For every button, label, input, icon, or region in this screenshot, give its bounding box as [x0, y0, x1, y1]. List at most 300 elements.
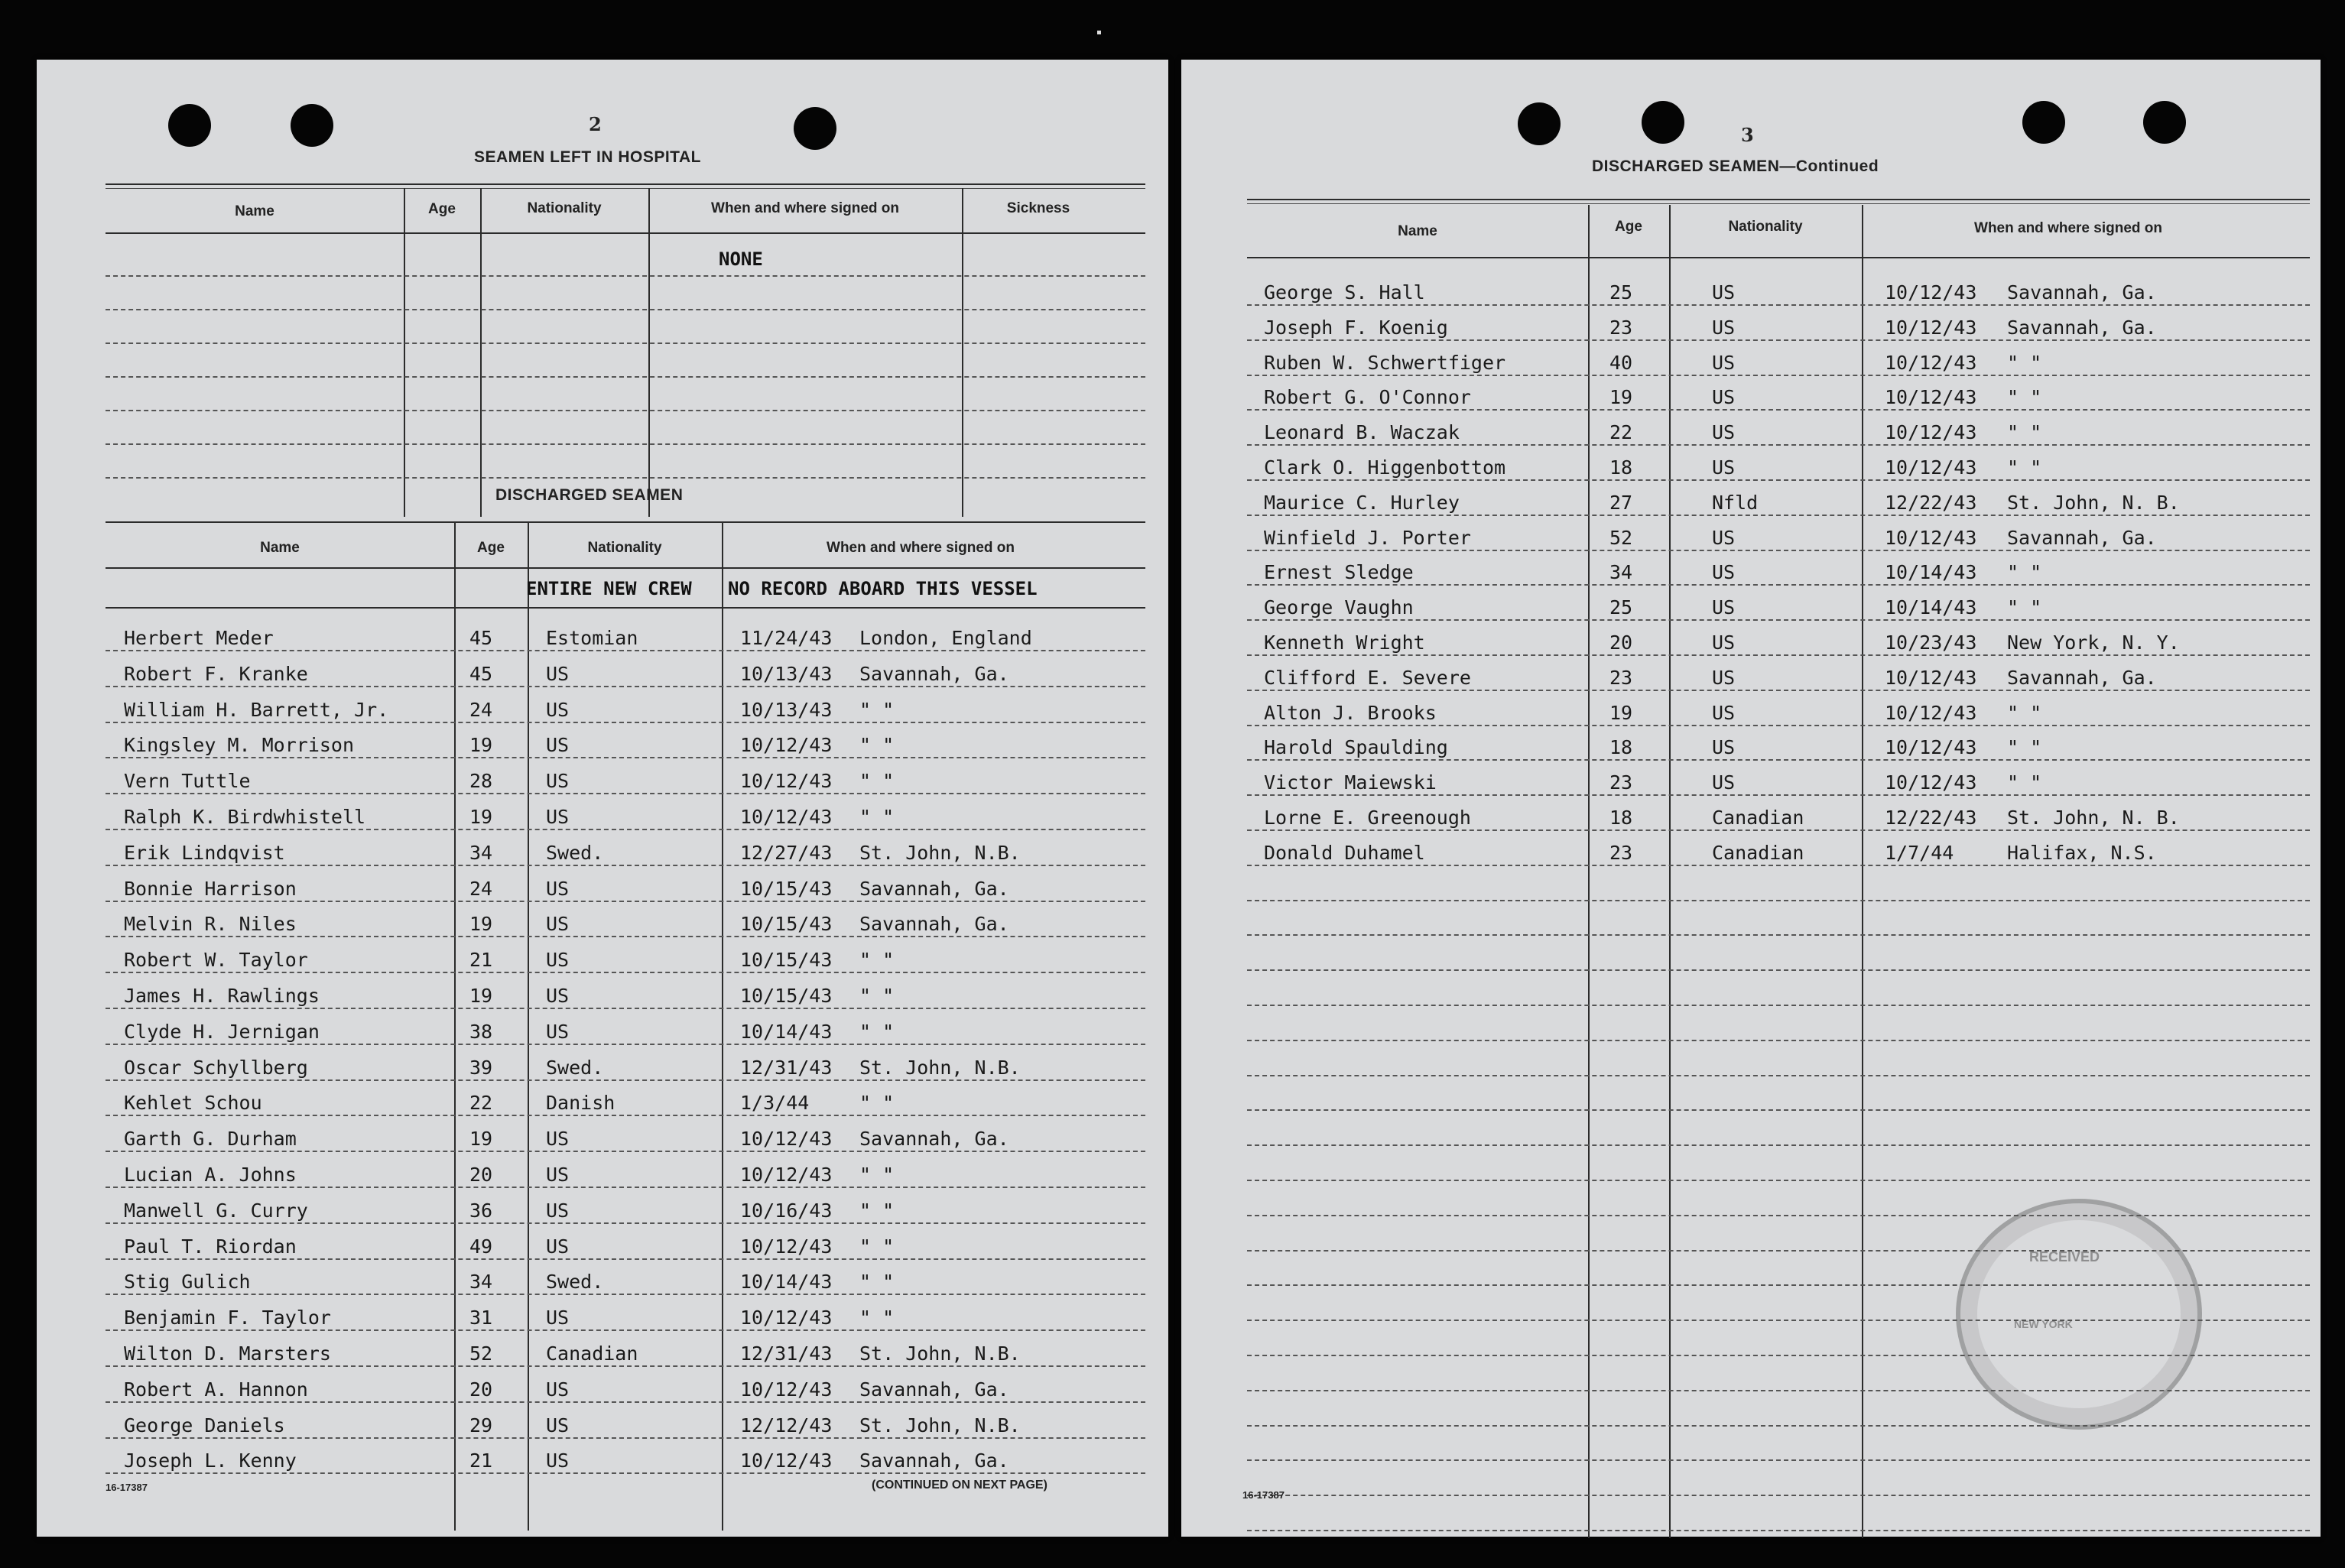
cell-nationality: Canadian: [546, 1342, 638, 1365]
cell-place: St. John, N. B.: [2007, 491, 2180, 514]
cell-place: " ": [859, 1307, 895, 1329]
cell-nationality: US: [1712, 421, 1736, 444]
cell-date: 11/24/43: [740, 627, 833, 649]
cell-age: 23: [1609, 666, 1633, 689]
table-row-rule: [1247, 690, 2310, 691]
punch-hole: [794, 107, 836, 150]
table-row-rule: [1247, 1180, 2310, 1181]
cell-age: 29: [469, 1414, 493, 1437]
column-header-signed-on: When and where signed on: [1974, 220, 2162, 236]
cell-date: 12/31/43: [740, 1056, 833, 1079]
rule: [106, 183, 1145, 185]
cell-name: Robert A. Hannon: [124, 1378, 308, 1401]
cell-date: 10/12/43: [1885, 456, 1977, 479]
cell-name: Manwell G. Curry: [124, 1199, 308, 1222]
column-rule: [528, 523, 529, 1531]
table-row-rule: [1247, 1425, 2310, 1427]
received-stamp: [1956, 1199, 2202, 1430]
column-header-nationality: Nationality: [587, 540, 662, 556]
no-record-note: NO RECORD ABOARD THIS VESSEL: [728, 578, 1038, 599]
cell-age: 49: [469, 1235, 493, 1258]
cell-date: 10/12/43: [740, 1164, 833, 1186]
table-row-rule: [1247, 1109, 2310, 1111]
table-row-rule: [106, 1151, 1145, 1152]
cell-date: 10/14/43: [740, 1020, 833, 1043]
cell-date: 10/12/43: [740, 734, 833, 757]
cell-date: 10/14/43: [1885, 596, 1977, 619]
cell-name: Stig Gulich: [124, 1271, 251, 1294]
cell-nationality: US: [546, 1164, 570, 1186]
cell-age: 23: [1609, 771, 1633, 794]
rule: [106, 607, 1145, 609]
cell-place: " ": [859, 806, 895, 828]
cell-date: 10/13/43: [740, 698, 833, 721]
cell-nationality: US: [546, 770, 570, 793]
table-row-rule: [1247, 1144, 2310, 1146]
cell-name: Robert F. Kranke: [124, 662, 308, 685]
table-row-rule: [1247, 1495, 2310, 1496]
punch-hole: [1642, 101, 1684, 144]
cell-age: 25: [1609, 596, 1633, 619]
cell-age: 19: [469, 1128, 493, 1151]
cell-name: Leonard B. Waczak: [1264, 421, 1460, 444]
cell-name: Robert W. Taylor: [124, 949, 308, 972]
cell-nationality: US: [546, 913, 570, 936]
cell-age: 34: [469, 1271, 493, 1294]
dotted-rule: [106, 376, 1145, 378]
cell-place: Halifax, N.S.: [2007, 841, 2157, 864]
table-row-rule: [106, 793, 1145, 794]
table-row-rule: [106, 757, 1145, 758]
cell-age: 19: [469, 913, 493, 936]
cell-place: " ": [859, 949, 895, 972]
cell-name: Maurice C. Hurley: [1264, 491, 1460, 514]
table-row-rule: [1247, 339, 2310, 341]
cell-place: Savannah, Ga.: [2007, 526, 2157, 549]
cell-nationality: US: [546, 1414, 570, 1437]
cell-place: " ": [859, 1164, 895, 1186]
cell-age: 36: [469, 1199, 493, 1222]
cell-name: Kenneth Wright: [1264, 631, 1425, 654]
cell-place: " ": [859, 1020, 895, 1043]
table-row-rule: [106, 1258, 1145, 1260]
cell-date: 1/7/44: [1885, 841, 1954, 864]
table-row-rule: [106, 1294, 1145, 1295]
cell-nationality: US: [1712, 561, 1736, 584]
cell-name: Paul T. Riordan: [124, 1235, 297, 1258]
table-row-rule: [106, 686, 1145, 687]
cell-date: 10/14/43: [740, 1271, 833, 1294]
table-row-rule: [1247, 1215, 2310, 1216]
cell-name: Joseph L. Kenny: [124, 1450, 297, 1472]
cell-name: Winfield J. Porter: [1264, 526, 1471, 549]
rule: [106, 567, 1145, 569]
column-rule: [962, 188, 963, 517]
cell-place: " ": [859, 1271, 895, 1294]
cell-date: 10/12/43: [1885, 386, 1977, 409]
table-row-rule: [1247, 409, 2310, 411]
cell-name: George Daniels: [124, 1414, 285, 1437]
table-row-rule: [1247, 515, 2310, 516]
column-header-name: Name: [1398, 223, 1437, 239]
table-row-rule: [106, 972, 1145, 973]
cell-nationality: Canadian: [1712, 807, 1804, 829]
cell-date: 10/12/43: [1885, 666, 1977, 689]
cell-place: " ": [859, 1199, 895, 1222]
cell-nationality: Swed.: [546, 841, 604, 864]
dotted-rule: [106, 477, 1145, 479]
cell-age: 38: [469, 1020, 493, 1043]
cell-date: 10/12/43: [1885, 701, 1977, 724]
cell-age: 18: [1609, 736, 1633, 759]
cell-age: 23: [1609, 841, 1633, 864]
cell-date: 10/15/43: [740, 949, 833, 972]
cell-age: 19: [469, 734, 493, 757]
cell-date: 12/31/43: [740, 1342, 833, 1365]
table-row-rule: [106, 865, 1145, 866]
cell-place: " ": [2007, 351, 2042, 374]
cell-nationality: US: [1712, 351, 1736, 374]
cell-name: Victor Maiewski: [1264, 771, 1437, 794]
dotted-rule: [106, 410, 1145, 411]
cell-name: Wilton D. Marsters: [124, 1342, 331, 1365]
table-row-rule: [1247, 1459, 2310, 1461]
cell-age: 24: [469, 877, 493, 900]
cell-place: New York, N. Y.: [2007, 631, 2180, 654]
cell-age: 20: [1609, 631, 1633, 654]
cell-place: St. John, N.B.: [859, 1342, 1021, 1365]
cell-name: Kehlet Schou: [124, 1092, 262, 1115]
cell-nationality: Estomian: [546, 627, 638, 649]
cell-name: Herbert Meder: [124, 627, 274, 649]
table-row-rule: [106, 722, 1145, 723]
cell-place: Savannah, Ga.: [859, 1128, 1009, 1151]
table-row-rule: [1247, 829, 2310, 831]
cell-name: Lorne E. Greenough: [1264, 807, 1471, 829]
cell-name: Robert G. O'Connor: [1264, 386, 1471, 409]
column-rule: [454, 523, 456, 1531]
punch-hole: [291, 104, 333, 147]
cell-name: Joseph F. Koenig: [1264, 316, 1448, 339]
rule: [106, 188, 1145, 189]
cell-nationality: US: [1712, 596, 1736, 619]
cell-nationality: US: [546, 662, 570, 685]
cell-age: 22: [1609, 421, 1633, 444]
cell-nationality: US: [1712, 386, 1736, 409]
cell-place: " ": [859, 1092, 895, 1115]
punch-hole: [2143, 101, 2186, 144]
cell-nationality: US: [1712, 316, 1736, 339]
cell-place: " ": [859, 1235, 895, 1258]
cell-age: 34: [1609, 561, 1633, 584]
cell-date: 10/16/43: [740, 1199, 833, 1222]
hospital-title: SEAMEN LEFT IN HOSPITAL: [474, 148, 701, 166]
cell-nationality: US: [1712, 631, 1736, 654]
cell-date: 10/12/43: [740, 1307, 833, 1329]
cell-nationality: US: [1712, 666, 1736, 689]
column-rule: [480, 188, 482, 517]
cell-date: 10/13/43: [740, 662, 833, 685]
cell-place: Savannah, Ga.: [859, 662, 1009, 685]
cell-nationality: US: [546, 1128, 570, 1151]
column-header-name: Name: [260, 540, 300, 556]
cell-place: Savannah, Ga.: [2007, 281, 2157, 304]
cell-nationality: US: [546, 1307, 570, 1329]
cell-age: 22: [469, 1092, 493, 1115]
rule: [1247, 257, 2310, 258]
left-page: [37, 60, 1168, 1537]
column-header-nationality: Nationality: [1728, 219, 1803, 235]
table-row-rule: [106, 936, 1145, 937]
cell-name: Erik Lindqvist: [124, 841, 285, 864]
column-rule: [404, 188, 405, 517]
table-row-rule: [1247, 375, 2310, 376]
column-header-signed-on: When and where signed on: [711, 200, 899, 216]
table-row-rule: [1247, 550, 2310, 551]
cell-date: 10/23/43: [1885, 631, 1977, 654]
cell-age: 21: [469, 1450, 493, 1472]
cell-nationality: US: [546, 877, 570, 900]
cell-nationality: US: [1712, 771, 1736, 794]
cell-age: 19: [469, 806, 493, 828]
cell-date: 12/22/43: [1885, 807, 1977, 829]
stamp-lettering: RECEIVED: [2029, 1249, 2100, 1264]
cell-name: Melvin R. Niles: [124, 913, 297, 936]
cell-nationality: US: [1712, 701, 1736, 724]
cell-date: 10/12/43: [740, 1235, 833, 1258]
cell-place: " ": [2007, 596, 2042, 619]
dotted-rule: [106, 443, 1145, 445]
cell-date: 12/12/43: [740, 1414, 833, 1437]
table-row-rule: [106, 1437, 1145, 1439]
table-row-rule: [106, 1472, 1145, 1474]
cell-age: 20: [469, 1378, 493, 1401]
cell-age: 34: [469, 841, 493, 864]
cell-name: Kingsley M. Morrison: [124, 734, 355, 757]
cell-nationality: Danish: [546, 1092, 615, 1115]
column-rule: [1588, 205, 1590, 1538]
cell-age: 52: [469, 1342, 493, 1365]
cell-date: 12/22/43: [1885, 491, 1977, 514]
cell-name: Clyde H. Jernigan: [124, 1020, 320, 1043]
cell-place: Savannah, Ga.: [2007, 666, 2157, 689]
cell-age: 21: [469, 949, 493, 972]
cell-name: Donald Duhamel: [1264, 841, 1425, 864]
table-row-rule: [106, 1365, 1145, 1367]
cell-nationality: Canadian: [1712, 841, 1804, 864]
table-row-rule: [106, 829, 1145, 830]
table-row-rule: [106, 1079, 1145, 1081]
cell-nationality: US: [546, 806, 570, 828]
cell-name: Vern Tuttle: [124, 770, 251, 793]
cell-nationality: US: [546, 734, 570, 757]
cell-place: St. John, N. B.: [2007, 807, 2180, 829]
table-row-rule: [106, 901, 1145, 902]
continued-note: (CONTINUED ON NEXT PAGE): [872, 1479, 1047, 1492]
table-row-rule: [106, 1044, 1145, 1045]
punch-hole: [1518, 102, 1561, 145]
table-row-rule: [106, 1115, 1145, 1116]
cell-nationality: Swed.: [546, 1056, 604, 1079]
cell-age: 40: [1609, 351, 1633, 374]
table-row-rule: [1247, 1005, 2310, 1006]
rule: [1247, 199, 2310, 200]
cell-name: Ruben W. Schwertfiger: [1264, 351, 1506, 374]
cell-date: 10/12/43: [1885, 526, 1977, 549]
cell-place: Savannah, Ga.: [2007, 316, 2157, 339]
table-row-rule: [1247, 654, 2310, 656]
cell-name: Bonnie Harrison: [124, 877, 297, 900]
table-row-rule: [106, 1187, 1145, 1188]
table-row-rule: [1247, 865, 2310, 866]
page-number: 2: [589, 113, 602, 135]
cell-name: Garth G. Durham: [124, 1128, 297, 1151]
cell-age: 45: [469, 662, 493, 685]
table-row-rule: [1247, 794, 2310, 796]
cell-date: 10/15/43: [740, 985, 833, 1007]
cell-name: Alton J. Brooks: [1264, 701, 1437, 724]
cell-place: St. John, N.B.: [859, 1056, 1021, 1079]
table-row-rule: [106, 650, 1145, 651]
table-row-rule: [106, 1008, 1145, 1009]
dotted-rule: [106, 342, 1145, 344]
cell-name: Benjamin F. Taylor: [124, 1307, 331, 1329]
discharged-title: DISCHARGED SEAMEN: [495, 486, 684, 504]
cell-date: 10/12/43: [740, 806, 833, 828]
cell-age: 19: [1609, 701, 1633, 724]
cell-place: Savannah, Ga.: [859, 1450, 1009, 1472]
rule: [106, 232, 1145, 234]
cell-nationality: US: [1712, 456, 1736, 479]
cell-name: Oscar Schyllberg: [124, 1056, 308, 1079]
cell-date: 12/27/43: [740, 841, 833, 864]
column-header-age: Age: [477, 540, 505, 556]
cell-place: Savannah, Ga.: [859, 1378, 1009, 1401]
cell-date: 10/12/43: [1885, 771, 1977, 794]
cell-name: Clifford E. Severe: [1264, 666, 1471, 689]
cell-nationality: US: [1712, 736, 1736, 759]
cell-nationality: US: [546, 1199, 570, 1222]
table-row-rule: [1247, 969, 2310, 971]
column-rule: [648, 188, 650, 517]
dust-speck: [1097, 31, 1101, 34]
column-header-sickness: Sickness: [1006, 200, 1070, 216]
cell-place: " ": [2007, 701, 2042, 724]
cell-place: St. John, N.B.: [859, 1414, 1021, 1437]
cell-place: " ": [859, 770, 895, 793]
dotted-rule: [106, 275, 1145, 277]
table-row-rule: [1247, 725, 2310, 726]
cell-date: 10/15/43: [740, 913, 833, 936]
column-header-signed-on: When and where signed on: [827, 540, 1015, 556]
cell-name: William H. Barrett, Jr.: [124, 698, 389, 721]
column-header-nationality: Nationality: [527, 200, 602, 216]
cell-nationality: US: [546, 1020, 570, 1043]
cell-nationality: US: [546, 1378, 570, 1401]
cell-name: George Vaughn: [1264, 596, 1414, 619]
cell-date: 1/3/44: [740, 1092, 810, 1115]
cell-age: 52: [1609, 526, 1633, 549]
cell-date: 10/12/43: [1885, 351, 1977, 374]
cell-place: " ": [2007, 421, 2042, 444]
table-row-rule: [1247, 900, 2310, 901]
form-number: 16-17387: [106, 1482, 148, 1493]
cell-nationality: Nfld: [1712, 491, 1759, 514]
cell-place: " ": [2007, 386, 2042, 409]
new-crew-note: ENTIRE NEW CREW: [526, 578, 692, 599]
cell-date: 10/12/43: [740, 1378, 833, 1401]
stamp-lettering: NEW YORK: [2014, 1318, 2073, 1330]
cell-date: 10/12/43: [740, 1450, 833, 1472]
column-header-age: Age: [428, 201, 456, 217]
cell-place: " ": [859, 698, 895, 721]
table-row-rule: [106, 1401, 1145, 1403]
cell-date: 10/15/43: [740, 877, 833, 900]
punch-hole: [2022, 101, 2065, 144]
cell-age: 27: [1609, 491, 1633, 514]
cell-date: 10/12/43: [740, 770, 833, 793]
cell-nationality: US: [1712, 526, 1736, 549]
table-row-rule: [1247, 479, 2310, 481]
cell-age: 19: [1609, 386, 1633, 409]
cell-date: 10/12/43: [1885, 281, 1977, 304]
cell-name: Ernest Sledge: [1264, 561, 1414, 584]
cell-name: Lucian A. Johns: [124, 1164, 297, 1186]
hospital-entry: NONE: [719, 248, 763, 270]
cell-age: 39: [469, 1056, 493, 1079]
table-row-rule: [1247, 444, 2310, 446]
column-rule: [1862, 205, 1863, 1538]
table-row-rule: [1247, 1530, 2310, 1531]
cell-place: " ": [859, 734, 895, 757]
table-row-rule: [1247, 584, 2310, 586]
cell-date: 10/14/43: [1885, 561, 1977, 584]
cell-date: 10/12/43: [740, 1128, 833, 1151]
cell-name: Harold Spaulding: [1264, 736, 1448, 759]
form-number: 16-17387: [1242, 1489, 1285, 1501]
cell-date: 10/12/43: [1885, 736, 1977, 759]
table-row-rule: [1247, 1040, 2310, 1041]
cell-nationality: US: [546, 698, 570, 721]
page-number: 3: [1741, 124, 1754, 146]
column-header-name: Name: [235, 203, 274, 219]
table-row-rule: [1247, 759, 2310, 761]
cell-nationality: US: [546, 949, 570, 972]
cell-name: George S. Hall: [1264, 281, 1425, 304]
cell-place: " ": [2007, 456, 2042, 479]
cell-age: 20: [469, 1164, 493, 1186]
table-row-rule: [106, 1222, 1145, 1224]
cell-age: 18: [1609, 807, 1633, 829]
rule: [106, 521, 1145, 523]
cell-nationality: US: [546, 985, 570, 1007]
cell-date: 10/12/43: [1885, 316, 1977, 339]
cell-nationality: US: [546, 1235, 570, 1258]
table-row-rule: [1247, 304, 2310, 306]
cell-place: Savannah, Ga.: [859, 913, 1009, 936]
cell-place: " ": [2007, 771, 2042, 794]
table-row-rule: [1247, 619, 2310, 621]
cell-place: London, England: [859, 627, 1032, 649]
cell-age: 23: [1609, 316, 1633, 339]
column-header-age: Age: [1615, 219, 1642, 235]
punch-hole: [168, 104, 211, 147]
cell-age: 28: [469, 770, 493, 793]
cell-name: Clark O. Higgenbottom: [1264, 456, 1506, 479]
cell-age: 24: [469, 698, 493, 721]
continued-title: DISCHARGED SEAMEN—Continued: [1592, 157, 1879, 175]
cell-place: " ": [2007, 561, 2042, 584]
